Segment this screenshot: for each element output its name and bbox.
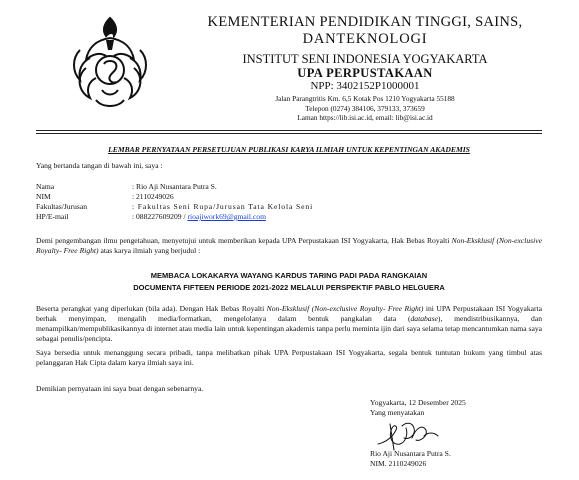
header-rule: [36, 130, 542, 131]
liability-paragraph: Saya bersedia untuk menanggung secara pribadi, tanpa melibatkan pihak UPA Perpustakaan ISI Yogyakarta, segala bentuk tuntutan hukum yang timbul atas pelanggaran Hak Cipta dalam karya ilmiah saya ini.: [36, 348, 542, 367]
institute-logo: [66, 10, 154, 113]
work-title-line1: MEMBACA LOKAKARYA WAYANG KARDUS TARING PADI PADA RANGKAIAN: [150, 271, 428, 280]
place-date: Yogyakarta, 12 Desember 2025: [370, 398, 466, 407]
web-line: Laman https://lib.isi.ac.id, email: lib@isi.ac.id: [297, 113, 433, 122]
rights-paragraph: Beserta perangkat yang diperlukan (bila ada). Dengan Hak Bebas Royalti Non-Eksklusif (Non-exclusive Royalty- Free Right) ini UPA Perpustakaan ISI Yogyakarta berhak menyimpan, mengalih media/formatkan, mengelolanya dalam bentuk pangkalan data (database), mendistribusikannya, dan menampilkan/mempublikasikannya di internet atau media lain untuk kepentingan akademis tanpa perlu meminta ijin dari saya selama tetap mencantumkan nama saya sebagai penulis/pencipta.: [36, 304, 543, 343]
ministry-name-line2: DANTEKNOLOGI: [302, 31, 428, 47]
address-line: Jalan Parangtritis Km. 6,5 Kotak Pos 1210 Yogyakarta 55188: [275, 94, 455, 103]
phone-line: Telepon (0274) 384106, 379133, 373659: [305, 103, 425, 113]
signer-nim: NIM. 2110249026: [370, 459, 427, 468]
declarant-label: Yang menyatakan: [370, 408, 425, 417]
faculty-label: Fakultas/Jurusan: [36, 202, 88, 211]
name-label: Nama: [36, 182, 55, 191]
ministry-name: KEMENTERIAN PENDIDIKAN TINGGI, SAINS,: [207, 14, 523, 30]
nim-label: NIM: [36, 192, 51, 201]
work-title-line2: DOCUMENTA FIFTEEN PERIODE 2021-2022 MELALUI PERSPEKTIF PABLO HELGUERA: [133, 283, 445, 292]
intro-text: Yang bertanda tangan di bawah ini, saya :: [36, 161, 163, 170]
contact-label: HP/E-mail: [36, 212, 69, 221]
phone-number: : 088227609209 /: [132, 212, 188, 221]
nim-value: : 2110249026: [132, 192, 174, 201]
closing-statement: Demikian pernyataan ini saya buat dengan sebenarnya.: [36, 384, 204, 393]
faculty-value: : Fakultas Seni Rupa/Jurusan Tata Kelola Seni: [132, 202, 314, 211]
name-value: : Rio Aji Nusantara Putra S.: [132, 182, 217, 191]
email-link[interactable]: rioajiwork69@gmail.com: [187, 212, 266, 221]
grant-paragraph: Demi pengembangan ilmu pengetahuan, menyetujui untuk memberikan kepada UPA Perpustakaan ISI Yogyakarta, Hak Bebas Royalti Non-Eksklusif (Non-exclusive Royalty- Free Right) atas karya ilmiah yang berjudul :: [36, 236, 542, 255]
document-title: LEMBAR PERNYATAAN PERSETUJUAN PUBLIKASI KARYA ILMIAH UNTUK KEPENTINGAN AKADEMIS: [108, 145, 470, 154]
header-rule-thin: [36, 133, 542, 134]
npp-number: NPP: 3402152P1000001: [310, 80, 420, 92]
unit-name: UPA PERPUSTAKAAN: [297, 66, 433, 80]
institute-name: INSTITUT SENI INDONESIA YOGYAKARTA: [242, 52, 488, 66]
contact-value: [132, 212, 266, 222]
signer-name: Rio Aji Nusantara Putra S.: [370, 449, 451, 458]
